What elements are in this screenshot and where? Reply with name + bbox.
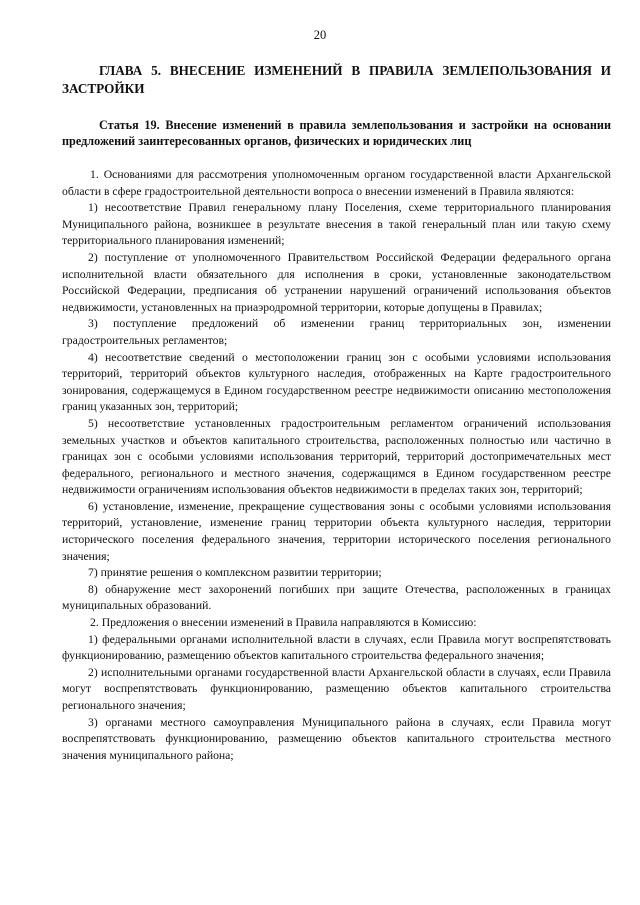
list-item: 3) поступление предложений об изменении границ территориальных зон, изменении градостроительных регламентов; xyxy=(62,317,611,347)
list-item: 4) несоответствие сведений о местоположении границ зон с особыми условиями использования территорий, территорий объектов культурного наследия, отображенных на Карте градостроительного зонирования, содержащемуся в Едином государственном реестре недвижимости описанию местоположения границ указанных зон, территорий; xyxy=(62,350,611,414)
list-item: 7) принятие решения о комплексном развитии территории; xyxy=(88,566,382,580)
list-item: 6) установление, изменение, прекращение существования зоны с особыми условиями использования территорий, установление, изменение границ территории объекта культурного наследия, территории исторического поселения федерального значения, территории исторического поселения регионального значения; xyxy=(62,499,611,563)
paragraph-2: 2. Предложения о внесении изменений в Правила направляются в Комиссию: xyxy=(90,616,477,630)
document-body xyxy=(62,62,611,764)
paragraph-1: 1. Основаниями для рассмотрения уполномоченным органом государственной власти Архангельской области в сфере градостроительной деятельности вопроса о внесении изменений в Правила являются: xyxy=(62,168,611,198)
list-item: 2) поступление от уполномоченного Правительством Российской Федерации федерального органа исполнительной власти обязательного для исполнения в сроки, установленные законодательством Российской Федерации, предписания об устранении нарушений ограничений использования объектов недвижимости, установленных на приаэродромной территории, которые допущены в Правилах; xyxy=(62,250,611,314)
chapter-title: ГЛАВА 5. ВНЕСЕНИЕ ИЗМЕНЕНИЙ В ПРАВИЛА ЗЕМЛЕПОЛЬЗОВАНИЯ И ЗАСТРОЙКИ xyxy=(62,63,611,96)
list-item: 1) несоответствие Правил генеральному плану Поселения, схеме территориального планирования Муниципального района, возникшее в результате внесения в такой генеральный план или такую схему территориального планирования изменений; xyxy=(62,201,611,248)
page-number: 20 xyxy=(313,28,327,42)
list-item: 8) обнаружение мест захоронений погибших при защите Отечества, расположенных в границах муниципальных образований. xyxy=(62,582,611,613)
list-item: 2) исполнительными органами государственной власти Архангельской области в случаях, если Правила могут воспрепятствовать функционированию, размещению объектов капитального строительства регионального значения; xyxy=(62,665,611,712)
list-item: 5) несоответствие установленных градостроительным регламентом ограничений использования земельных участков и объектов капитального строительства, расположенных полностью или частично в границах зон с особыми условиями использования территорий, территорий достопримечательных мест федерального, регионального и местного значения, содержащимся в Едином государственном реестре недвижимости ограничениям использования объектов недвижимости в пределах таких зон, территорий; xyxy=(62,416,611,497)
list-item: 1) федеральными органами исполнительной власти в случаях, если Правила могут воспрепятствовать функционированию, размещению объектов капитального строительства федерального значения; xyxy=(62,632,611,663)
list-item: 3) органами местного самоуправления Муниципального района в случаях, если Правила могут воспрепятствовать функционированию, размещению объектов капитального строительства местного значения муниципального района; xyxy=(62,715,611,762)
article-title: Статья 19. Внесение изменений в правила землепользования и застройки на основании предложений заинтересованных органов, физических и юридических лиц xyxy=(62,118,611,148)
